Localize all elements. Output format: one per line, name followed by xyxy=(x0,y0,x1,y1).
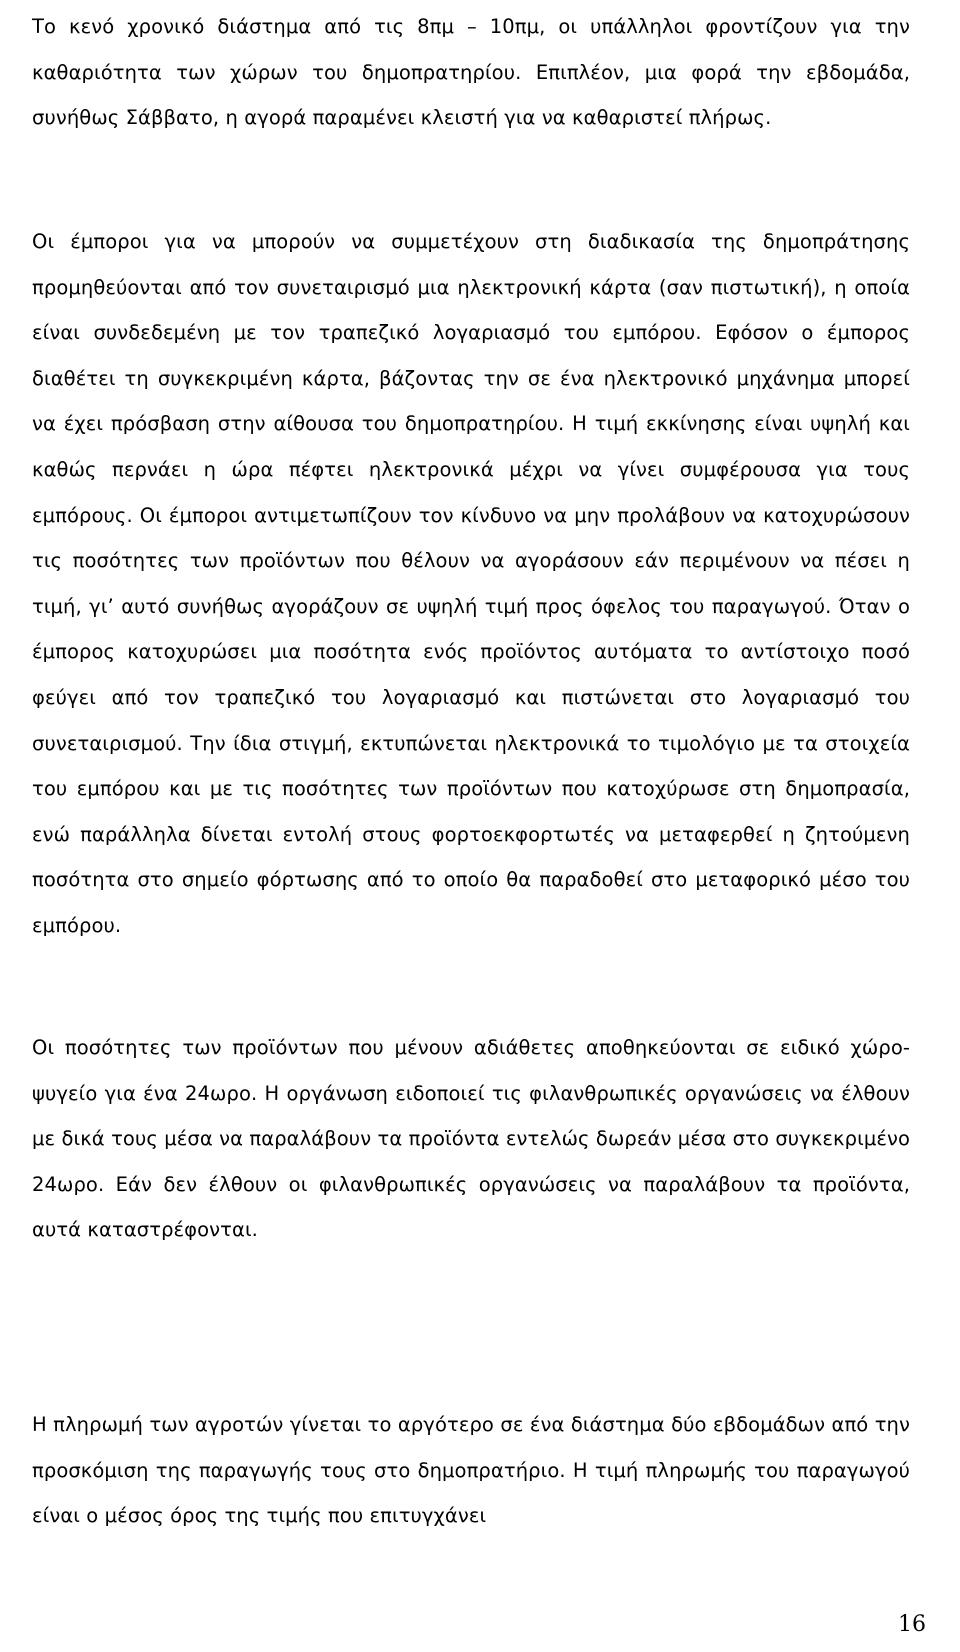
paragraph-farmer-payment: Η πληρωμή των αγροτών γίνεται το αργότερο σε ένα διάστημα δύο εβδομάδων από την προσκόμιση της παραγωγής τους στο δημοπρατήριο. Η τιμή πληρωμής του παραγωγού είναι ο μέσος όρος της τιμής που επιτυγχάνει xyxy=(32,1413,910,1528)
paragraph-auction-process: Οι έμποροι για να μπορούν να συμμετέχουν στη διαδικασία της δημοπράτησης προμηθεύονται από τον συνεταιρισμό μια ηλεκτρονική κάρτα (σαν πιστωτική), η οποία είναι συνδεδεμένη με τον τραπεζικό λογαριασμό του εμπόρου. Εφόσον ο έμπορος διαθέτει τη συγκεκριμένη κάρτα, βάζοντας την σε ένα ηλεκτρονικό μηχάνημα μπορεί να έχει πρόσβαση στην αίθουσα του δημοπρατηρίου. Η τιμή εκκίνησης είναι υψηλή και καθώς περνάει η ώρα πέφτει ηλεκτρονικά μέχρι να γίνει συμφέρουσα για τους εμπόρους. Οι έμποροι αντιμετωπίζουν τον κίνδυνο να μην προλάβουν να κατοχυρώσουν τις ποσότητες των προϊόντων που θέλουν να αγοράσουν εάν περιμένουν να πέσει η τιμή, γι’ αυτό συνήθως αγοράζουν σε υψηλή τιμή προς όφελος του παραγωγού. Όταν ο έμπορος κατοχυρώσει μια ποσότητα ενός προϊόντος αυτόματα το αντίστοιχο ποσό φεύγει από τον τραπεζικό του λογαριασμό και πιστώνεται στο λογαριασμό του συνεταιρισμού. Την ίδια στιγμή, εκτυπώνεται ηλεκτρονικά το τιμολόγιο με τα στοιχεία του εμπόρου και με τις ποσότητες των προϊόντων που κατοχύρωσε στη δημοπρασία, ενώ παράλληλα δίνεται εντολή στους φορτοεκφορτωτές να μεταφερθεί η ζητούμενη ποσότητα στο σημείο φόρτωσης από το οποίο θα παραδοθεί στο μεταφορικό μέσο του εμπόρου. xyxy=(32,230,910,937)
paragraph-cleaning-schedule: Το κενό χρονικό διάστημα από τις 8πμ – 10πμ, οι υπάλληλοι φροντίζουν για την καθαριότητα των χώρων του δημοπρατηρίου. Επιπλέον, μια φορά την εβδομάδα, συνήθως Σάββατο, η αγορά παραμένει κλειστή για να καθαριστεί πλήρως. xyxy=(32,15,910,130)
page-number: 16 xyxy=(898,1612,926,1637)
paragraph-unsold-products: Οι ποσότητες των προϊόντων που μένουν αδιάθετες αποθηκεύονται σε ειδικό χώρο-ψυγείο για ένα 24ωρο. Η οργάνωση ειδοποιεί τις φιλανθρωπικές οργανώσεις να έλθουν με δικά τους μέσα να παραλάβουν τα προϊόντα εντελώς δωρεάν μέσα στο συγκεκριμένο 24ωρο. Εάν δεν έλθουν οι φιλανθρωπικές οργανώσεις να παραλάβουν τα προϊόντα, αυτά καταστρέφονται. xyxy=(32,1036,910,1242)
